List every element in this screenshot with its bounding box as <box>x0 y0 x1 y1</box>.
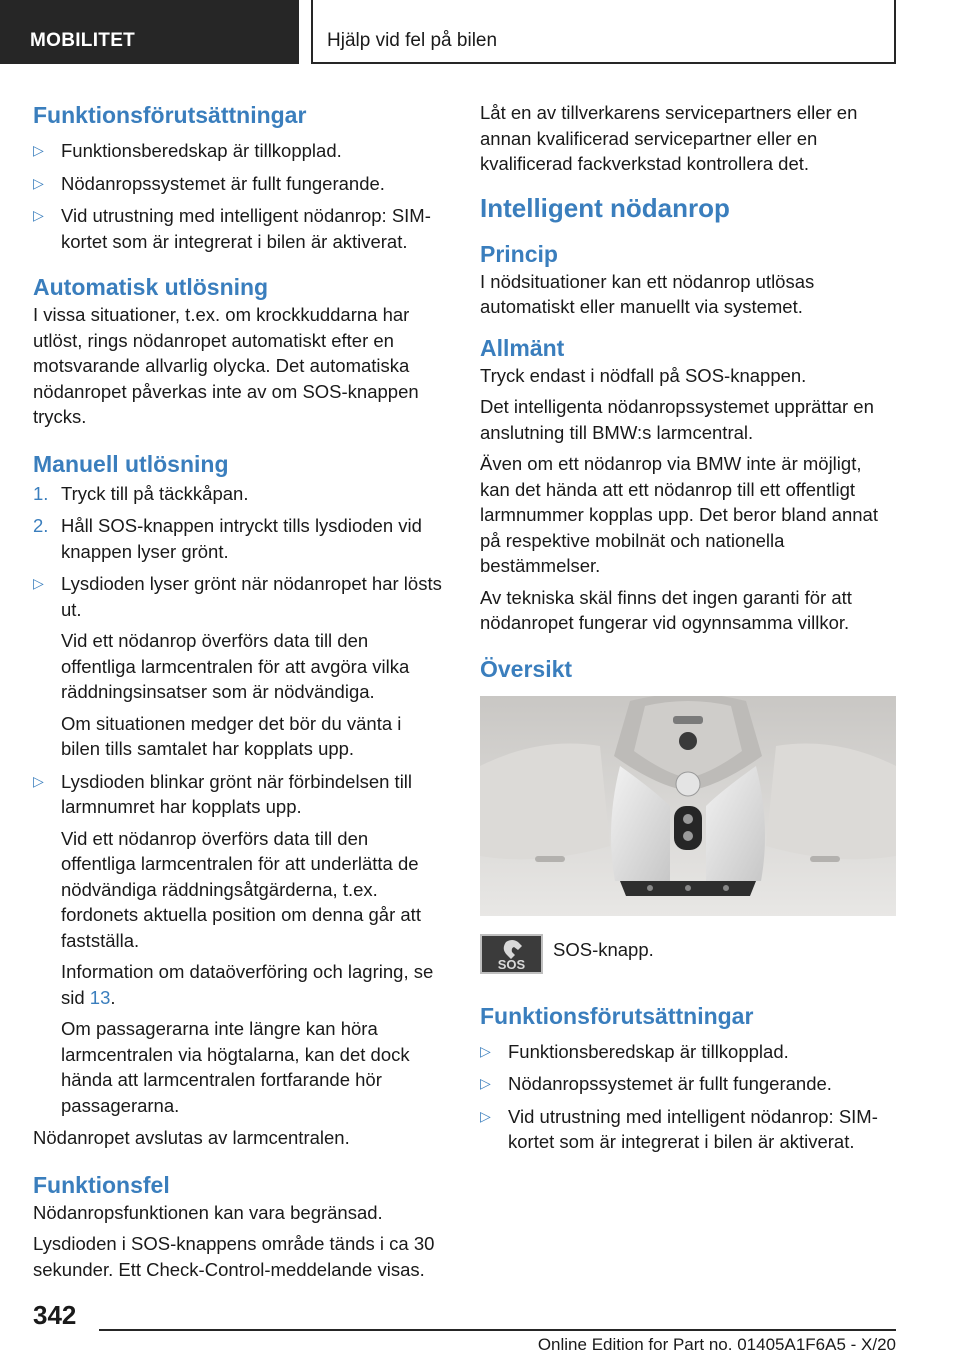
chapter-tab <box>311 0 896 64</box>
page-link[interactable]: 13 <box>89 986 111 1008</box>
heading-intelligent: Intelligent nödanrop <box>480 192 730 223</box>
section-title: MOBILITET <box>30 30 136 51</box>
led-detail: Vid ett nödanrop överförs data till den offentliga larmcentralen för att avgöra vilka räddningsinsatser som är nödvändiga. <box>61 630 410 702</box>
step-item: 1. Tryck till på täckkåpan. <box>33 482 249 504</box>
intro-text: Låt en av tillverkarens servicepartners eller en annan kvalificerad servicepartner eller en kvalificerad fackverkstad kontrollera det. <box>480 102 858 174</box>
sos-caption: SOS-knapp. <box>553 938 654 960</box>
heading-requirements: Funktionsförutsättningar <box>480 1002 754 1029</box>
overhead-console-illustration <box>480 696 896 916</box>
list-item: ▷ Nödanropssystemet är fullt fungerande. <box>480 1071 896 1097</box>
left-column <box>33 100 445 1282</box>
page-number: 342 <box>33 1300 77 1330</box>
list-item: ▷ Lysdioden blinkar grönt när förbindelsen till larmnumret har kopplats upp. <box>33 770 413 817</box>
heading-manual: Manuell utlösning <box>33 450 229 477</box>
general-text: Av tekniska skäl finns det ingen garanti för att nödanropet fungerar vid ogynnsamma villkor. <box>480 586 852 633</box>
heading-overview: Översikt <box>480 655 573 682</box>
fault-text: Lysdioden i SOS-knappens område tänds i ca 30 sekunder. Ett Check-Control-meddelande visas. <box>33 1233 435 1280</box>
led-detail: Om passagerarna inte längre kan höra larmcentralen via högtalarna, kan det dock hända att larmcentralen fortfarande hör passagerarna. <box>61 1018 410 1116</box>
triangle-bullet-icon: ▷ <box>480 1075 491 1091</box>
general-text: Tryck endast i nödfall på SOS-knappen. <box>480 364 807 386</box>
list-item: ▷ Nödanropssystemet är fullt fungerande. <box>33 171 445 197</box>
heading-principle: Princip <box>480 240 558 267</box>
automatic-text: I vissa situationer, t.ex. om krockkuddarna har utlöst, rings nödanropet automatiskt efter en motsvarande allvarlig olycka. Det automatiska nödanropet påverkas inte av om SOS-knappen trycks. <box>33 304 419 427</box>
footer-rule <box>99 1329 896 1331</box>
led-detail: Information om dataöverföring och lagring, se sid 13. <box>61 961 434 1008</box>
sos-legend <box>480 934 896 978</box>
section-tab <box>0 0 299 64</box>
edition-footer: Online Edition for Part no. 01405A1F6A5 - X/20 <box>537 1335 896 1354</box>
triangle-bullet-icon: ▷ <box>33 207 44 223</box>
list-item: ▷ Funktionsberedskap är tillkopplad. <box>480 1039 896 1065</box>
triangle-bullet-icon: ▷ <box>33 772 44 789</box>
step-item: 2. Håll SOS-knappen intryckt tills lysdioden vid knappen lyser grönt. <box>33 515 422 562</box>
heading-automatic: Automatisk utlösning <box>33 274 269 300</box>
fault-text: Nödanropsfunktionen kan vara begränsad. <box>33 1201 383 1223</box>
triangle-bullet-icon: ▷ <box>480 1107 491 1124</box>
list-item: ▷ Vid utrustning med intelligent nödanrop: SIM-kortet som är integrerat i bilen är aktiverat. <box>480 1105 878 1152</box>
right-column <box>480 100 896 1155</box>
heading-requirements: Funktionsförutsättningar <box>33 102 307 128</box>
list-item: ▷ Vid utrustning med intelligent nödanrop: SIM-kortet som är integrerat i bilen är aktiverat. <box>33 205 431 252</box>
principle-text: I nödsituationer kan ett nödanrop utlösas automatiskt eller manuellt via systemet. <box>480 270 815 317</box>
led-detail: Om situationen medger det bör du vänta i bilen tills samtalet har kopplats upp. <box>61 712 402 759</box>
triangle-bullet-icon: ▷ <box>33 575 44 591</box>
led-detail: Vid ett nödanrop överförs data till den offentliga larmcentralen för att underlätta de nödvändiga räddningsåtgärderna, t.ex. fordonets aktuella position om denna går att fastställa. <box>61 827 421 951</box>
general-text: Även om ett nödanrop via BMW inte är möjligt, kan det hända att ett nödanrop till ett offentligt larmnummer kopplas upp. Det beror bland annat på respektive mobilnät och nationella bestämmelser. <box>480 453 878 576</box>
end-call-text: Nödanropet avslutas av larmcentralen. <box>33 1127 350 1148</box>
overhead-console-photo <box>480 696 896 916</box>
sos-button-icon <box>480 934 543 974</box>
triangle-bullet-icon: ▷ <box>480 1042 491 1059</box>
heading-general: Allmänt <box>480 334 565 361</box>
list-item: ▷ Funktionsberedskap är tillkopplad. <box>33 138 445 164</box>
chapter-title: Hjälp vid fel på bilen <box>327 30 498 51</box>
svg-text:SOS: SOS <box>497 956 526 972</box>
heading-fault: Funktionsfel <box>33 1171 170 1198</box>
general-text: Det intelligenta nödanropssystemet upprättar en anslutning till BMW:s larmcentral. <box>480 396 874 443</box>
triangle-bullet-icon: ▷ <box>33 174 44 191</box>
triangle-bullet-icon: ▷ <box>33 142 44 158</box>
list-item: ▷ Lysdioden lyser grönt när nödanropet har lösts ut. <box>33 573 442 620</box>
